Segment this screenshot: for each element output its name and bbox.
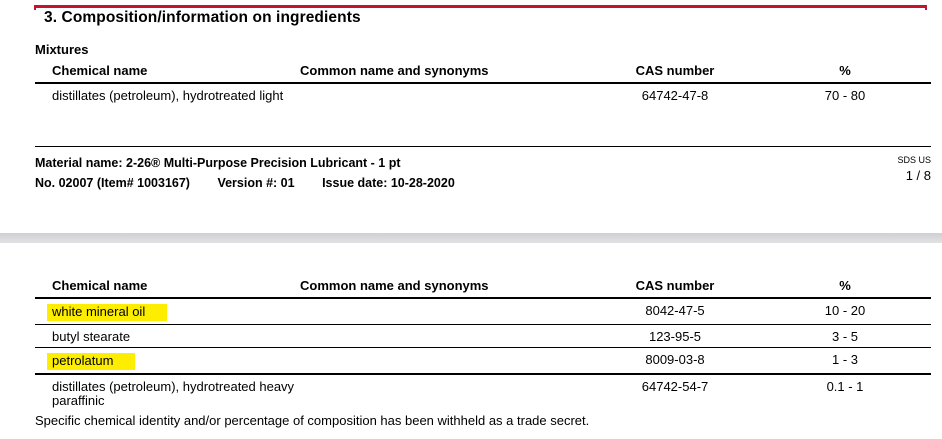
percent-cell: 10 - 20 — [790, 298, 900, 325]
mixtures-label: Mixtures — [35, 42, 89, 57]
table-row — [35, 83, 931, 106]
chemical-name-cell — [35, 348, 300, 375]
table-row — [35, 298, 931, 325]
col-header-percent: % — [790, 62, 900, 83]
common-name-cell — [300, 374, 560, 411]
chemical-name-cell: butyl stearate — [35, 325, 300, 348]
col-header-cas-number: CAS number — [560, 62, 790, 83]
page-number: 1 / 8 — [905, 168, 931, 183]
highlighted-chemical-name: petrolatum — [47, 353, 135, 370]
chemical-name-cell: distillates (petroleum), hydrotreated light — [52, 88, 284, 103]
ingredients-table-page1 — [35, 62, 931, 106]
highlighted-chemical-name: white mineral oil — [47, 304, 167, 321]
trade-secret-note: Specific chemical identity and/or percentage of composition has been withheld as a trade secret. — [35, 413, 590, 428]
table-header-row — [35, 277, 931, 298]
table-row — [35, 374, 931, 411]
document-number-line — [35, 173, 455, 193]
percent-cell: 0.1 - 1 — [826, 379, 864, 394]
col-header-chemical-name: Chemical name — [35, 62, 300, 83]
col-header-chemical-name: Chemical name — [35, 277, 300, 298]
sds-region-label: SDS US — [897, 155, 931, 165]
chemical-name-cell — [35, 298, 300, 325]
percent-cell: 3 - 5 — [790, 325, 900, 348]
table-row — [35, 348, 931, 375]
col-header-percent: % — [790, 277, 900, 298]
col-header-cas-number: CAS number — [560, 277, 790, 298]
page-separator-bar — [0, 233, 942, 243]
col-header-common-name: Common name and synonyms — [300, 277, 560, 298]
cas-number-cell: 8042-47-5 — [560, 298, 790, 325]
cas-number-cell: 64742-54-7 — [641, 379, 709, 394]
ingredients-table-page2 — [35, 277, 931, 411]
version-number: Version #: 01 — [217, 176, 295, 190]
common-name-cell — [300, 348, 560, 375]
doc-number: No. 02007 (Item# 1003167) — [35, 176, 190, 190]
material-name-line: Material name: 2-26® Multi-Purpose Precision Lubricant - 1 pt — [35, 156, 401, 170]
cas-number-cell: 123-95-5 — [560, 325, 790, 348]
common-name-cell — [300, 325, 560, 348]
common-name-cell — [300, 298, 560, 325]
issue-date: Issue date: 10-28-2020 — [322, 176, 455, 190]
table-header-row — [35, 62, 931, 83]
table-row — [35, 325, 931, 348]
cas-number-cell: 8009-03-8 — [560, 348, 790, 375]
common-name-cell — [300, 83, 560, 106]
document-footer — [35, 146, 931, 193]
percent-cell: 1 - 3 — [790, 348, 900, 375]
cas-number-cell: 64742-47-8 — [641, 88, 709, 103]
col-header-common-name: Common name and synonyms — [300, 62, 560, 83]
section-heading: 3. Composition/information on ingredients — [44, 9, 361, 26]
percent-cell: 70 - 80 — [824, 88, 866, 103]
chemical-name-cell: distillates (petroleum), hydrotreated heavy paraffinic — [52, 379, 295, 408]
